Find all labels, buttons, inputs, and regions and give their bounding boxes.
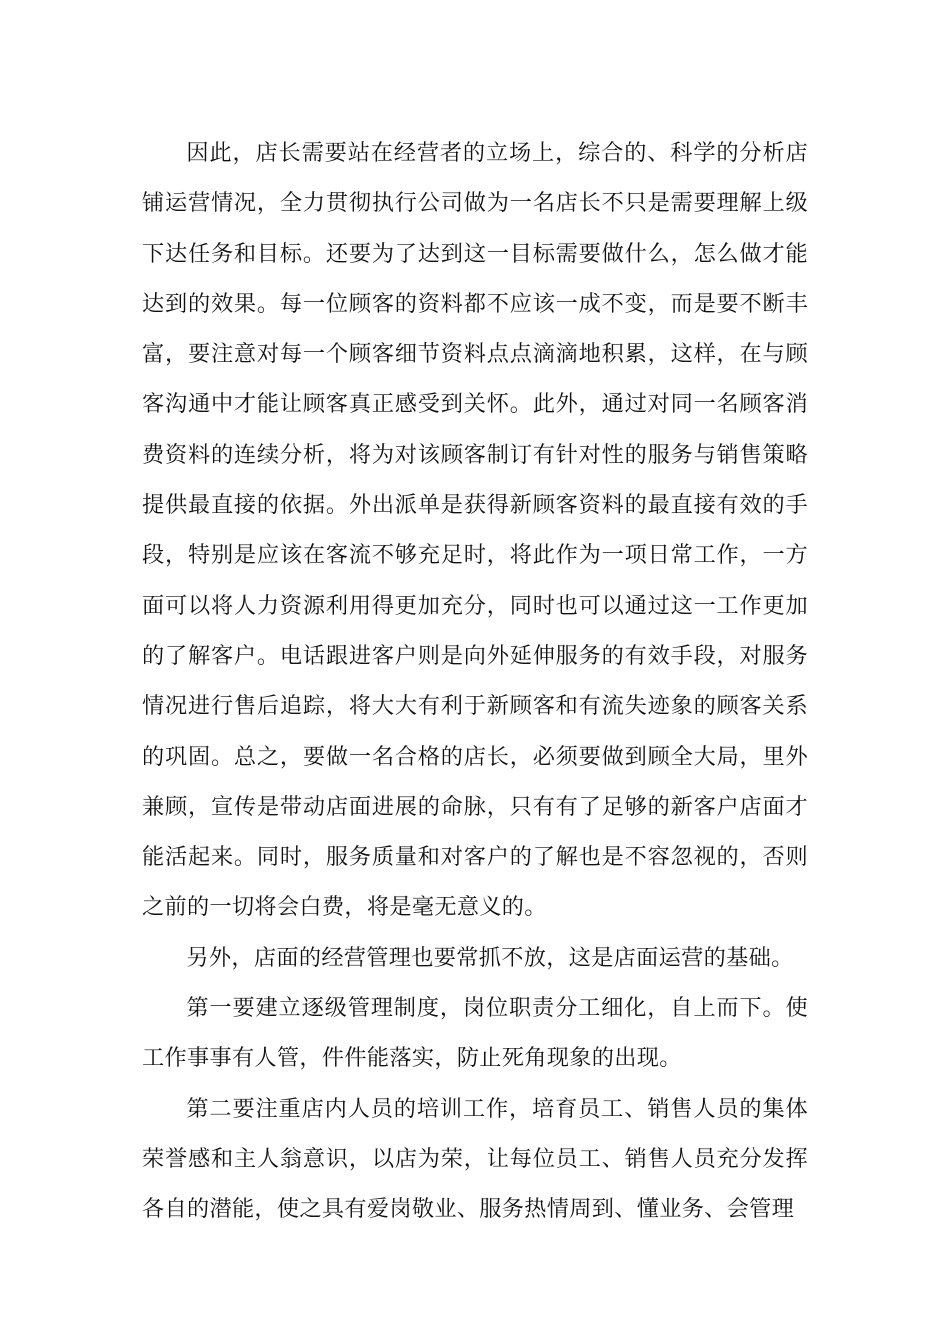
- paragraph-4: 第二要注重店内人员的培训工作，培育员工、销售人员的集体荣誉感和主人翁意识，以店为荣，让每位员工、销售人员充分发挥各自的潜能，使之具有爱岗敬业、服务热情周到、懂业务、会管理: [142, 1095, 808, 1223]
- paragraph-3: 第一要建立逐级管理制度，岗位职责分工细化，自上而下。使工作事事有人管，件件能落实，防止死角现象的出现。: [142, 995, 808, 1072]
- body-text: [142, 128, 808, 1235]
- paragraph-2: 另外，店面的经营管理也要常抓不放，这是店面运营的基础。: [186, 944, 794, 971]
- paragraph-1: 因此，店长需要站在经营者的立场上，综合的、科学的分析店铺运营情况，全力贯彻执行公司做为一名店长不只是需要理解上级下达任务和目标。还要为了达到这一目标需要做什么，怎么做才能达到的效果。每一位顾客的资料都不应该一成不变，而是要不断丰富，要注意对每一个顾客细节资料点点滴滴地积累，这样，在与顾客沟通中才能让顾客真正感受到关怀。此外，通过对同一名顾客消费资料的连续分析，将为对该顾客制订有针对性的服务与销售策略提供最直接的依据。外出派单是获得新顾客资料的最直接有效的手段，特别是应该在客流不够充足时，将此作为一项日常工作，一方面可以将人力资源利用得更加充分，同时也可以通过这一工作更加的了解客户。电话跟进客户则是向外延伸服务的有效手段，对服务情况进行售后追踪，将大大有利于新顾客和有流失迹象的顾客关系的巩固。总之，要做一名合格的店长，必须要做到顾全大局，里外兼顾，宣传是带动店面进展的命脉，只有有了足够的新客户店面才能活起来。同时，服务质量和对客户的了解也是不容忽视的，否则之前的一切将会白费，将是毫无意义的。: [142, 140, 808, 921]
